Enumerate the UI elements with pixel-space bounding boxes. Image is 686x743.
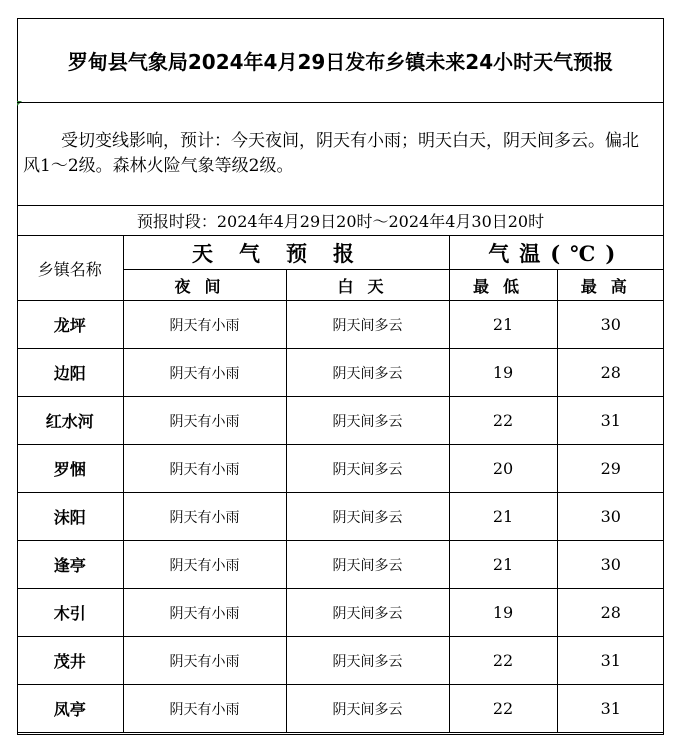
low-temp: 21 xyxy=(449,301,557,349)
header-weather: 天气预报 xyxy=(123,236,449,270)
town-name: 罗悃 xyxy=(17,445,123,493)
high-temp: 29 xyxy=(557,445,664,493)
low-temp: 22 xyxy=(449,637,557,685)
table-row xyxy=(17,589,664,637)
day-weather: 阴天间多云 xyxy=(286,493,449,541)
header-temperature: 气温(℃) xyxy=(449,236,664,270)
forecast-table xyxy=(17,236,664,733)
town-name: 凤亭 xyxy=(17,685,123,733)
day-weather: 阴天间多云 xyxy=(286,685,449,733)
low-temp: 19 xyxy=(449,349,557,397)
table-row xyxy=(17,685,664,733)
day-weather: 阴天间多云 xyxy=(286,589,449,637)
header-town: 乡镇名称 xyxy=(17,236,123,301)
low-temp: 22 xyxy=(449,397,557,445)
high-temp: 28 xyxy=(557,349,664,397)
table-row xyxy=(17,349,664,397)
day-weather: 阴天间多云 xyxy=(286,301,449,349)
night-weather: 阴天有小雨 xyxy=(123,541,286,589)
high-temp: 31 xyxy=(557,637,664,685)
night-weather: 阴天有小雨 xyxy=(123,445,286,493)
town-name: 木引 xyxy=(17,589,123,637)
high-temp: 30 xyxy=(557,541,664,589)
night-weather: 阴天有小雨 xyxy=(123,349,286,397)
high-temp: 31 xyxy=(557,685,664,733)
header-high: 最高 xyxy=(557,270,664,301)
high-temp: 28 xyxy=(557,589,664,637)
high-temp: 30 xyxy=(557,301,664,349)
forecast-period: 预报时段：2024年4月29日20时～2024年4月30日20时 xyxy=(17,206,664,236)
table-row xyxy=(17,541,664,589)
day-weather: 阴天间多云 xyxy=(286,349,449,397)
table-row xyxy=(17,301,664,349)
day-weather: 阴天间多云 xyxy=(286,397,449,445)
night-weather: 阴天有小雨 xyxy=(123,589,286,637)
night-weather: 阴天有小雨 xyxy=(123,685,286,733)
town-name: 沫阳 xyxy=(17,493,123,541)
table-row xyxy=(17,397,664,445)
table-row xyxy=(17,637,664,685)
town-name: 逢亭 xyxy=(17,541,123,589)
table-row xyxy=(17,445,664,493)
low-temp: 22 xyxy=(449,685,557,733)
header-low: 最低 xyxy=(449,270,557,301)
page-title: 罗甸县气象局2024年4月29日发布乡镇未来24小时天气预报 xyxy=(17,18,664,103)
town-name: 红水河 xyxy=(17,397,123,445)
summary-text: 受切变线影响，预计：今天夜间，阴天有小雨；明天白天，阴天间多云。偏北风1～2级。森林火险气象等级2级。 xyxy=(23,131,639,176)
table-row xyxy=(17,493,664,541)
high-temp: 31 xyxy=(557,397,664,445)
night-weather: 阴天有小雨 xyxy=(123,397,286,445)
night-weather: 阴天有小雨 xyxy=(123,637,286,685)
low-temp: 21 xyxy=(449,541,557,589)
low-temp: 21 xyxy=(449,493,557,541)
high-temp: 30 xyxy=(557,493,664,541)
night-weather: 阴天有小雨 xyxy=(123,493,286,541)
night-weather: 阴天有小雨 xyxy=(123,301,286,349)
day-weather: 阴天间多云 xyxy=(286,637,449,685)
header-night: 夜间 xyxy=(123,270,286,301)
town-name: 龙坪 xyxy=(17,301,123,349)
header-day: 白天 xyxy=(286,270,449,301)
day-weather: 阴天间多云 xyxy=(286,445,449,493)
forecast-summary xyxy=(17,103,664,206)
town-name: 茂井 xyxy=(17,637,123,685)
low-temp: 19 xyxy=(449,589,557,637)
town-name: 边阳 xyxy=(17,349,123,397)
day-weather: 阴天间多云 xyxy=(286,541,449,589)
low-temp: 20 xyxy=(449,445,557,493)
